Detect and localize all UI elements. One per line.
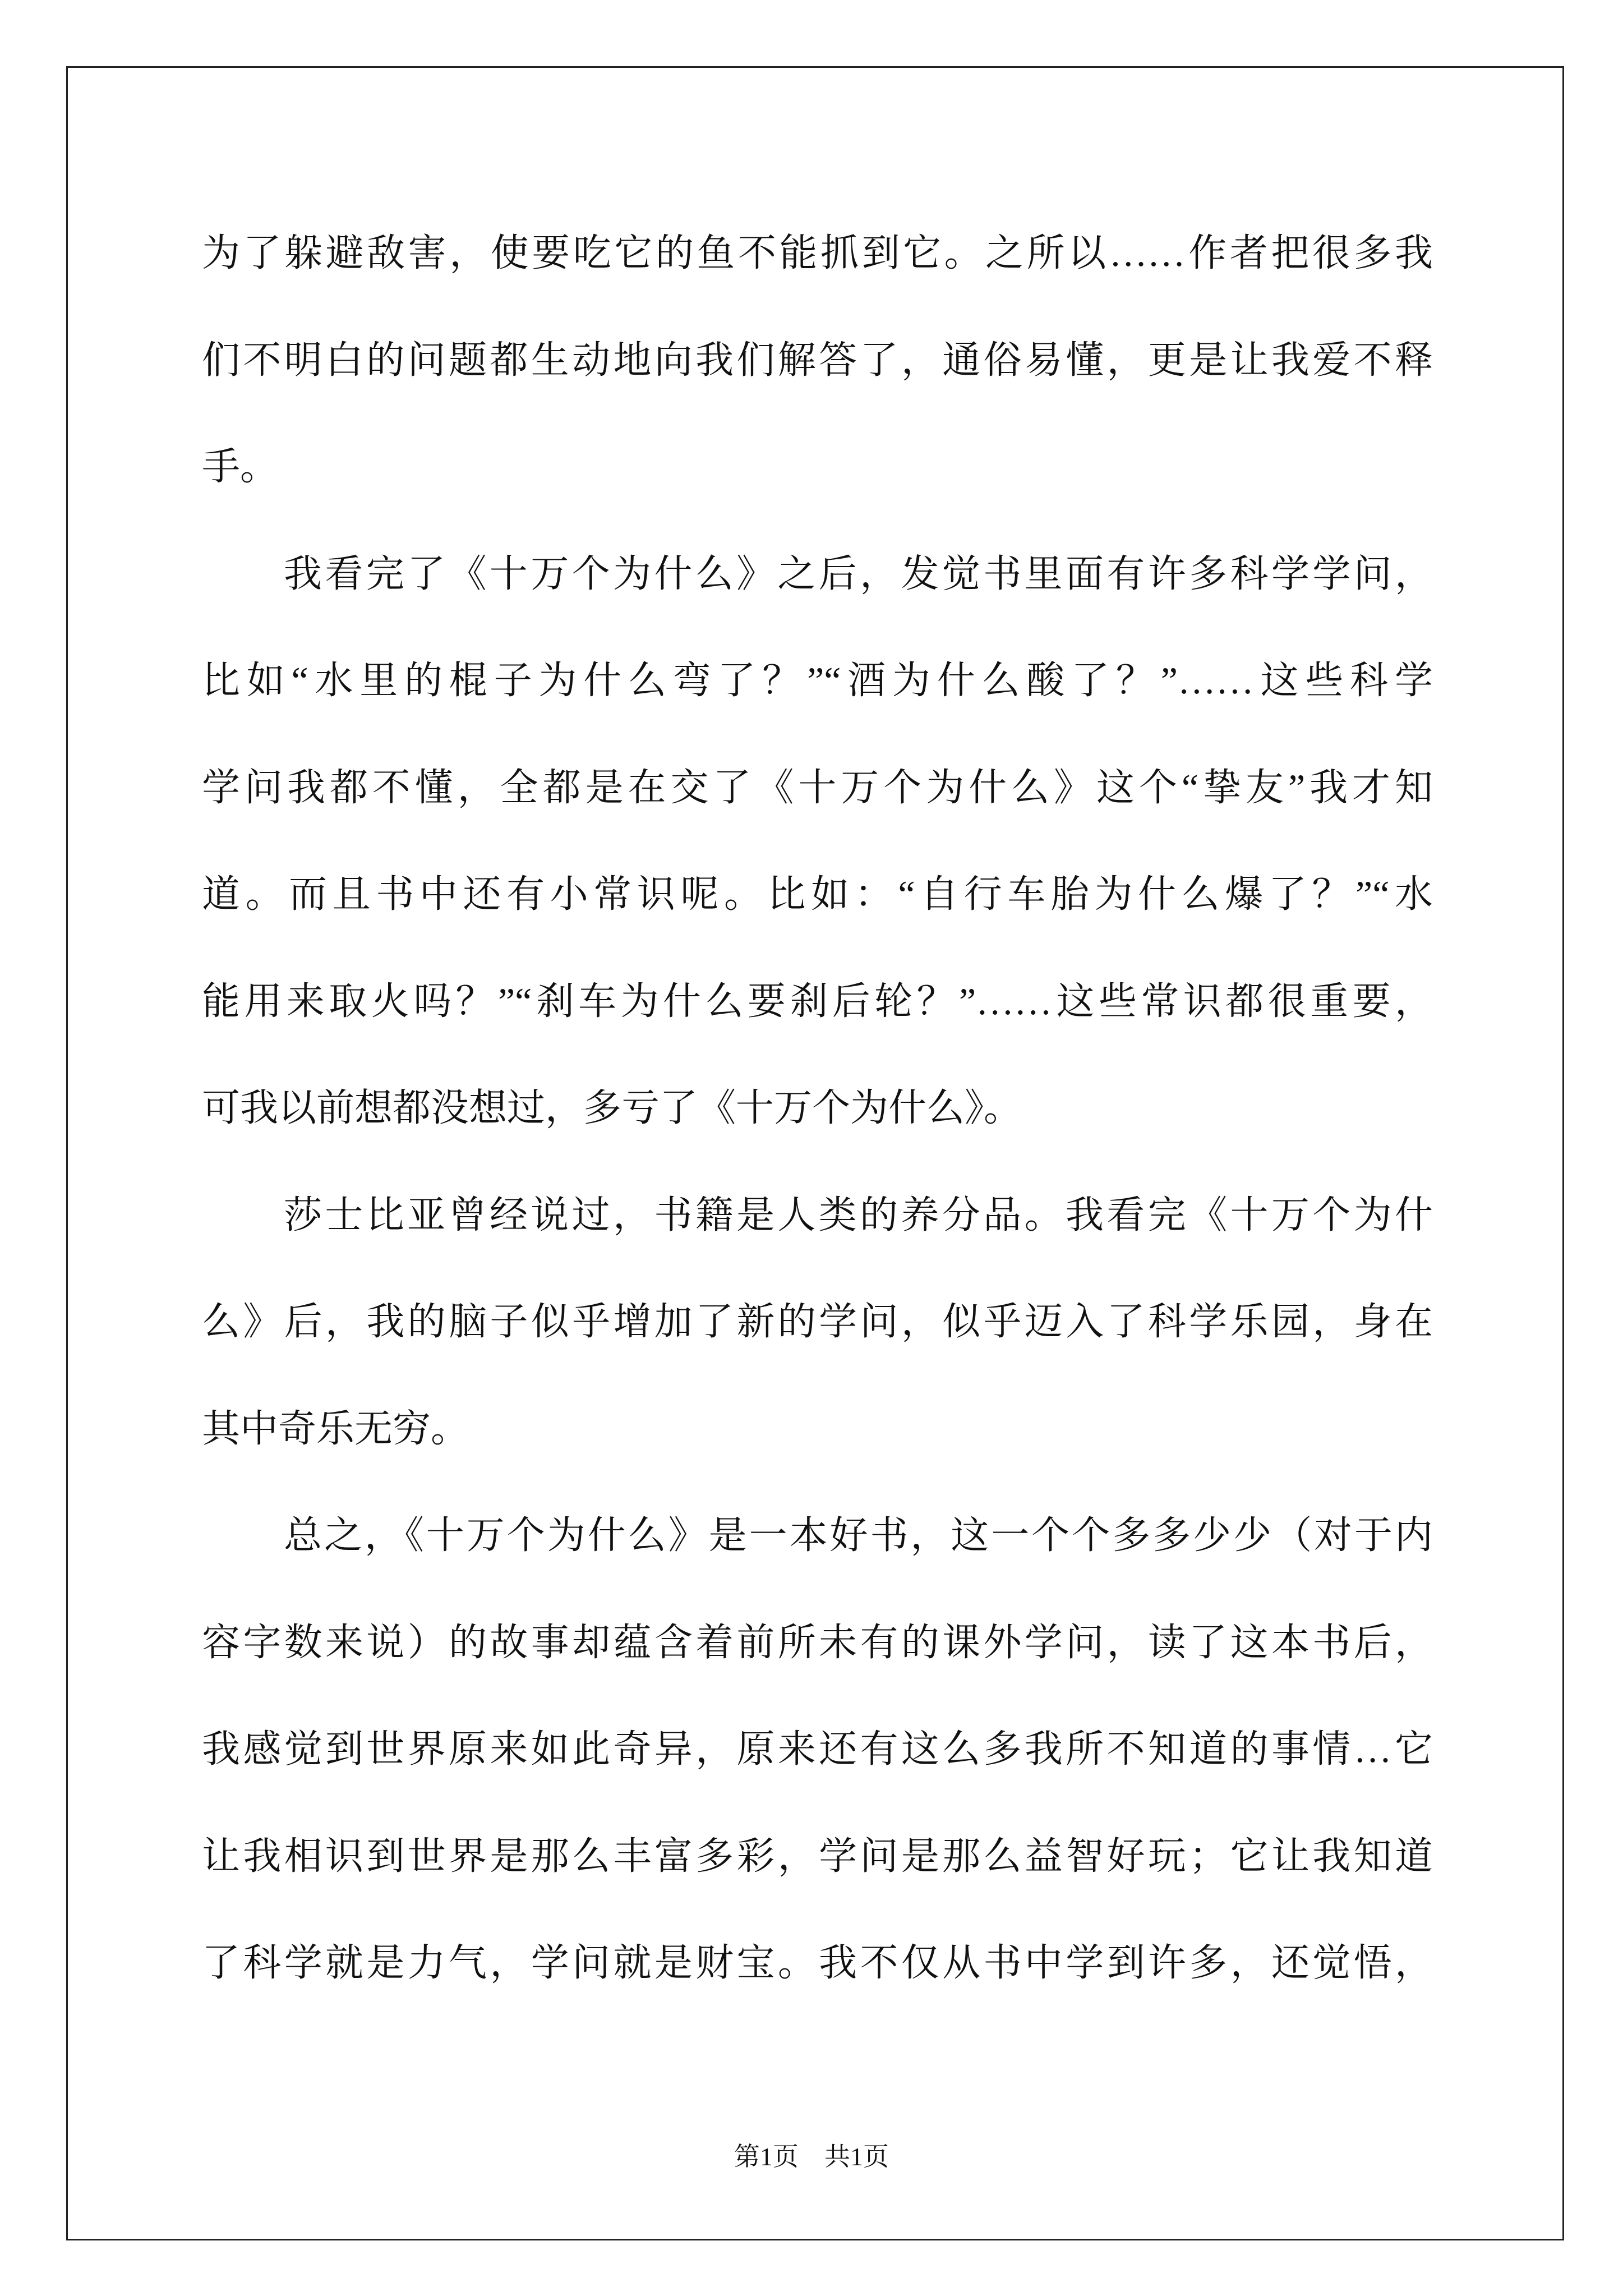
- text-line: 道。而且书中还有小常识呢。比如：“自行车胎为什么爆了？”“水: [202, 873, 1433, 915]
- text-line: 了科学就是力气，学问就是财宝。我不仅从书中学到许多，还觉悟，: [202, 1941, 1433, 1984]
- text-line: 我感觉到世界原来如此奇异，原来还有这么多我所不知道的事情…它: [202, 1728, 1433, 1770]
- text-line: 么》后，我的脑子似乎增加了新的学问，似乎迈入了科学乐园，身在: [202, 1300, 1433, 1343]
- paragraph: [202, 200, 1433, 521]
- text-line: 我看完了《十万个为什么》之后，发觉书里面有许多科学学问，: [284, 552, 1433, 595]
- text-line: 比如“水里的棍子为什么弯了？”“酒为什么酸了？”……这些科学: [202, 659, 1433, 702]
- paragraph: [202, 1482, 1433, 2017]
- paragraph: [202, 1162, 1433, 1483]
- page-number-footer: 第1页 共1页: [734, 2142, 889, 2171]
- text-line: 手。: [202, 445, 279, 488]
- text-line: 为了躲避敌害，使要吃它的鱼不能抓到它。之所以……作者把很多我: [202, 232, 1433, 274]
- text-line: 容字数来说）的故事却蕴含着前所未有的课外学问，读了这本书后，: [202, 1621, 1433, 1664]
- text-line: 其中奇乐无穷。: [202, 1407, 469, 1450]
- text-line: 让我相识到世界是那么丰富多彩，学问是那么益智好玩；它让我知道: [202, 1834, 1433, 1878]
- text-line: 莎士比亚曾经说过，书籍是人类的养分品。我看完《十万个为什: [284, 1193, 1433, 1236]
- document-body: [202, 200, 1433, 2017]
- text-line: 总之，《十万个为什么》是一本好书，这一个个多多少少（对于内: [284, 1514, 1433, 1557]
- text-line: 们不明白的问题都生动地向我们解答了，通俗易懂，更是让我爱不释: [202, 338, 1433, 381]
- text-line: 能用来取火吗？”“刹车为什么要刹后轮？”……这些常识都很重要，: [202, 979, 1433, 1023]
- text-line: 学问我都不懂，全都是在交了《十万个为什么》这个“挚友”我才知: [202, 766, 1433, 809]
- paragraph: [202, 521, 1433, 1162]
- text-line: 可我以前想都没想过，多亏了《十万个为什么》。: [202, 1087, 1022, 1129]
